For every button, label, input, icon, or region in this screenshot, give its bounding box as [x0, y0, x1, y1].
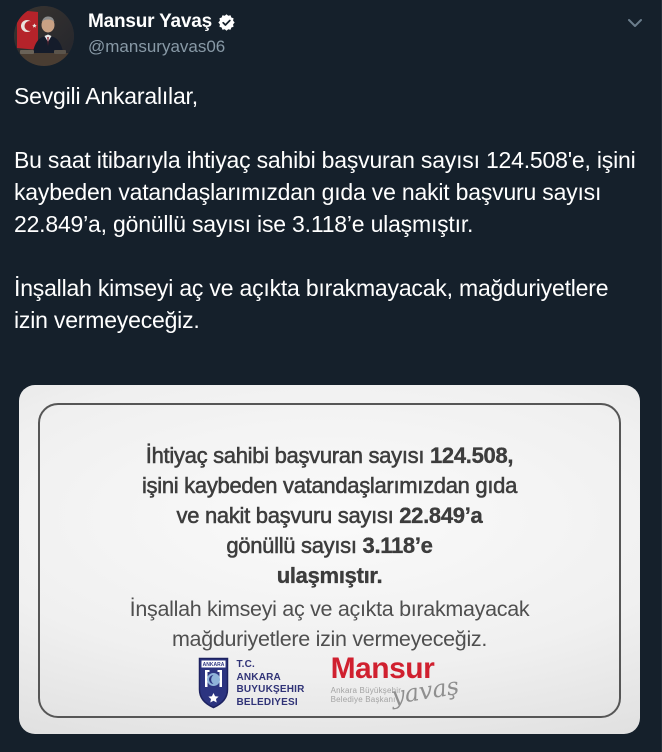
mansur-title-line: Belediye Başkanı — [330, 695, 396, 704]
card-line-7: mağduriyetlere izin vermeyeceğiz. — [171, 627, 488, 651]
user-handle[interactable]: @mansuryavas06 — [88, 37, 226, 56]
display-name: Mansur Yavaş — [88, 11, 212, 32]
svg-text:ANKARA: ANKARA — [203, 662, 225, 668]
display-name-row[interactable] — [88, 11, 236, 33]
card-line-1: İhtiyaç sahibi başvuran sayısı 124.508, — [145, 443, 514, 468]
mansur-yavas-logo — [330, 652, 461, 711]
ankara-shield-icon — [198, 657, 229, 709]
mansur-title-line: Ankara Büyükşehir — [330, 686, 402, 695]
card-line-4: gönüllü sayısı 3.118’e — [226, 533, 433, 558]
tweet-media-card[interactable] — [19, 385, 640, 734]
tweet-paragraph-stats: Bu saat itibarıyla ihtiyaç sahibi başvuran sayısı 124.508'e, işini kaybeden vatandaşlarımızdan gıda ve nakit başvuru sayısı 22.849’a, gönüllü sayısı ise 3.118’e ulaşmıştır. — [14, 147, 636, 237]
ankara-text-line: BELEDIYESI — [236, 696, 298, 708]
ankara-text-line: T.C. — [236, 659, 256, 670]
user-identity — [88, 11, 236, 57]
verified-badge-icon — [217, 13, 236, 32]
card-logos — [19, 652, 640, 711]
mansur-logo-name: Mansur — [330, 652, 435, 685]
ankara-logo-text — [236, 657, 304, 709]
card-announcement-text — [54, 441, 605, 654]
card-number-applicants: 124.508, — [429, 443, 514, 468]
card-number-volunteers: 3.118’e — [362, 533, 433, 558]
chevron-down-icon[interactable] — [625, 13, 645, 33]
avatar-photo — [14, 6, 74, 66]
ankara-text-line: ANKARA — [236, 671, 281, 683]
card-number-food-cash: 22.849’a — [399, 503, 483, 528]
card-line-2: işini kaybeden vatandaşlarımızdan gıda — [141, 473, 518, 498]
card-line-3: ve nakit başvuru sayısı 22.849’a — [176, 503, 483, 528]
tweet-text — [14, 80, 648, 336]
ankara-text-line: BUYUKŞEHIR — [236, 684, 305, 695]
ankara-municipality-logo — [198, 657, 304, 709]
tweet-paragraph-promise: İnşallah kimseyi aç ve açıkta bırakmayacak, mağduriyetlere izin vermeyeceğiz. — [14, 275, 609, 333]
card-line-6: İnşallah kimseyi aç ve açıkta bırakmayacak — [129, 597, 530, 621]
tweet-paragraph-greeting: Sevgili Ankaralılar, — [14, 83, 198, 109]
mansur-signature: yavaş — [388, 671, 461, 711]
card-line-5: ulaşmıştır. — [276, 563, 383, 588]
avatar[interactable] — [14, 6, 74, 66]
